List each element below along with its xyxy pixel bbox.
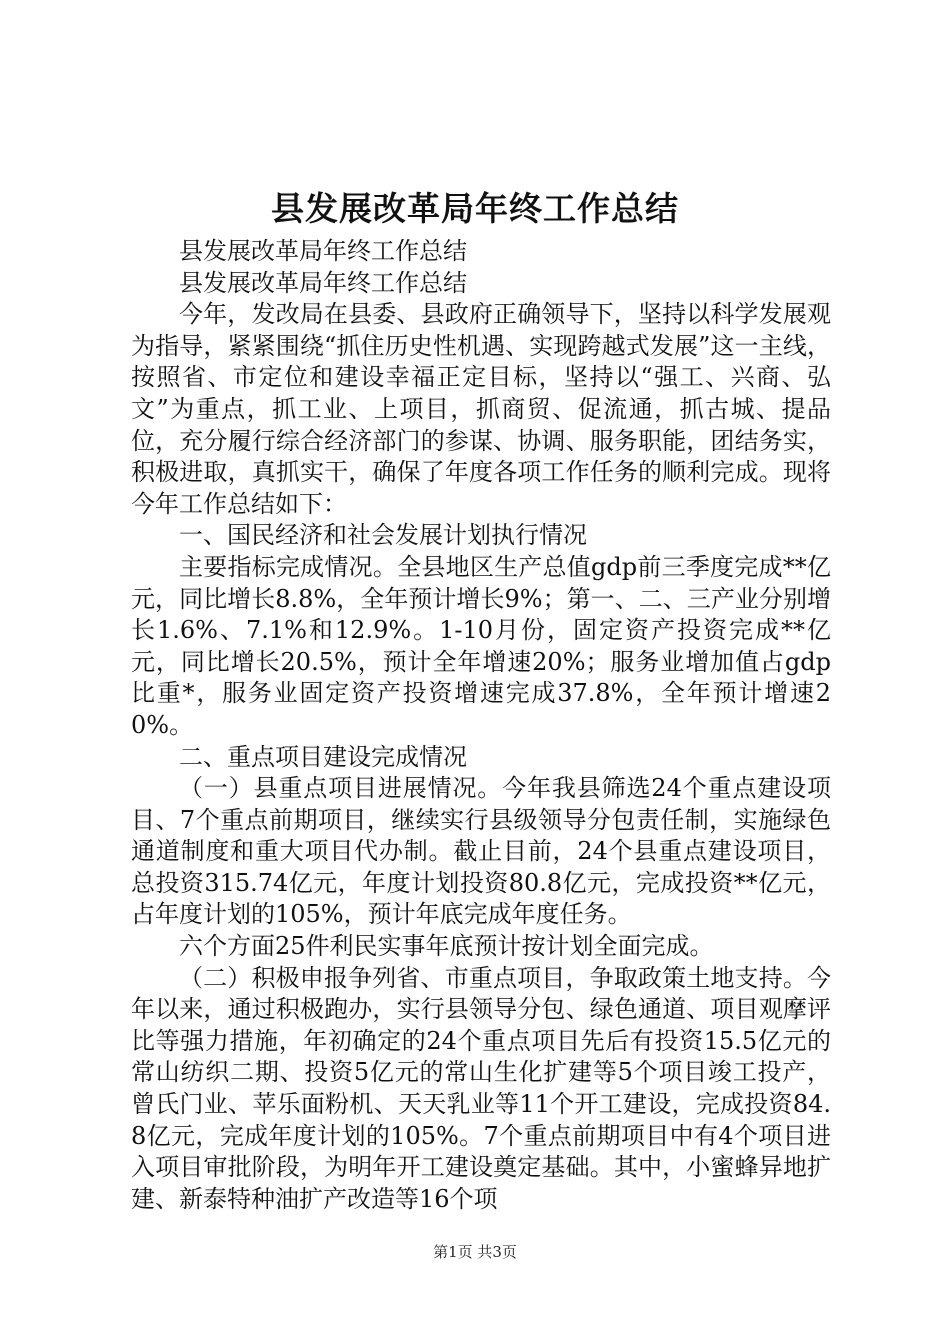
subtitle-line: 县发展改革局年终工作总结 (179, 268, 467, 297)
section-heading: 二、重点项目建设完成情况 (179, 742, 467, 771)
document-title: 县发展改革局年终工作总结 (271, 189, 679, 228)
body-paragraph: 六个方面25件利民实事年底预计按计划全面完成。 (179, 932, 714, 961)
body-paragraph: 主要指标完成情况。全县地区生产总值gdp前三季度完成**亿元，同比增长8.8%，全年预计增长9%；第一、二、三产业分别增长1.6%、7.1%和12.9%。1-10月份，固定资产投资完成**亿元，同比增长20.5%，预计全年增速20%；服务业增加值占gdp比重*，服务业固定资产投资增速完成37.8%，全年预计增速20%。 (131, 552, 831, 739)
section-heading: 一、国民经济和社会发展计划执行情况 (179, 521, 587, 550)
body-paragraph: （一）县重点项目进展情况。今年我县筛选24个重点建设项目、7个重点前期项目，继续实行县级领导分包责任制，实施绿色通道制度和重大项目代办制。截止目前，24个县重点建设项目，总投资315.74亿元，年度计划投资80.8亿元，完成投资**亿元，占年度计划的105%，预计年底完成年度任务。 (131, 774, 831, 929)
body-paragraph: 今年，发改局在县委、县政府正确领导下，坚持以科学发展观为指导，紧紧围绕“抓住历史性机遇、实现跨越式发展”这一主线，按照省、市定位和建设幸福正定目标，坚持以“强工、兴商、弘文”为重点，抓工业、上项目，抓商贸、促流通，抓古城、提品位，充分履行综合经济部门的参谋、协调、服务职能，团结务实，积极进取，真抓实干，确保了年度各项工作任务的顺利完成。现将今年工作总结如下： (131, 300, 831, 518)
page-number-footer: 第1页 共3页 (433, 1243, 517, 1261)
subtitle-line: 县发展改革局年终工作总结 (179, 237, 467, 265)
body-paragraph: （二）积极申报争列省、市重点项目，争取政策土地支持。今年以来，通过积极跑办，实行县领导分包、绿色通道、项目观摩评比等强力措施，年初确定的24个重点项目先后有投资15.5亿元的常山纺织二期、投资5亿元的常山生化扩建等5个项目竣工投产，曾氏门业、苹乐面粉机、天天乳业等11个开工建设，完成投资84.8亿元，完成年度计划的105%。7个重点前期项目中有4个项目进入项目审批阶段，为明年开工建设奠定基础。其中，小蜜蜂异地扩建、新泰特种油扩产改造等16个项 (131, 963, 831, 1213)
document-body (131, 236, 831, 1215)
